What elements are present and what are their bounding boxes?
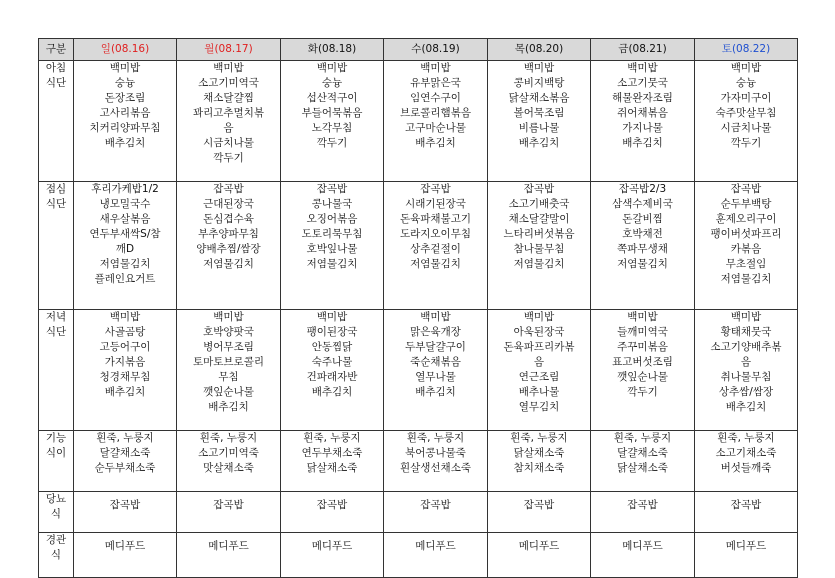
menu-item: 메디푸드 (415, 540, 456, 552)
menu-item: 냉모밀국수 (99, 198, 151, 210)
menu-item: 열무김치 (518, 401, 560, 413)
menu-item: 백미밥 (523, 62, 555, 74)
menu-item: 흰죽, 누룽지 (613, 432, 672, 444)
menu-item: 가자미구이 (720, 92, 772, 104)
menu-item: 호박채전 (622, 228, 663, 240)
menu-item: 플레인요거트 (94, 273, 156, 285)
menu-item: 배추김치 (725, 401, 767, 413)
menu-item: 카볶음 (730, 243, 762, 255)
diabetic-diet-day-5-cell (591, 492, 695, 533)
menu-item: 치커리양파무침 (89, 122, 161, 134)
menu-item: 백미밥 (109, 62, 141, 74)
dinner-day-2-cell (281, 310, 384, 431)
functional-diet-day-4-cell (488, 431, 591, 492)
diabetic-diet-day-0-cell (74, 492, 177, 533)
menu-item: 깍두기 (627, 386, 658, 398)
menu-item: 고등어구이 (99, 341, 151, 353)
menu-item: 유부맑은국 (410, 77, 461, 89)
menu-item: 잡곡밥 (213, 499, 244, 511)
menu-item: 흰죽, 누룽지 (510, 432, 568, 444)
menu-item: 브로콜리햄볶음 (399, 107, 471, 119)
menu-item: 잡곡밥 (730, 183, 762, 195)
header-day-fri: 금(08.21) (591, 39, 695, 61)
menu-item: 백미밥 (730, 62, 762, 74)
breakfast-day-4-cell (488, 61, 591, 182)
menu-item: 도라지오이무침 (399, 228, 471, 240)
menu-item: 잡곡밥2/3 (618, 183, 667, 195)
menu-item: 백미밥 (316, 62, 348, 74)
tube-feeding-row (39, 533, 798, 578)
diabetic-diet-row (39, 492, 798, 533)
menu-item: 흰죽, 누룽지 (717, 432, 775, 444)
menu-item: 잡곡밥 (109, 499, 141, 511)
menu-item: 콩나물국 (311, 198, 353, 210)
menu-item: 죽순채볶음 (410, 356, 461, 368)
menu-item: 음 (533, 356, 545, 368)
menu-item: 숭늉 (735, 77, 757, 89)
menu-item: 숭늉 (114, 77, 136, 89)
menu-item: 잡곡밥 (316, 499, 348, 511)
menu-item: 건파래자반 (306, 371, 358, 383)
menu-item: 주꾸미볶음 (617, 341, 668, 353)
menu-item: 백미밥 (730, 311, 762, 323)
header-row (39, 39, 798, 61)
menu-item: 버섯들깨죽 (720, 462, 772, 474)
menu-item: 배추김치 (104, 386, 146, 398)
functional-diet-day-0-cell (74, 431, 177, 492)
menu-item: 메디푸드 (311, 540, 353, 552)
menu-item: 돈심겹수육 (203, 213, 254, 225)
menu-item: 달걀채소죽 (617, 447, 668, 459)
menu-item: 팽이된장국 (306, 326, 358, 338)
tube-feeding-day-2-cell (281, 533, 384, 578)
tube-feeding-label (39, 533, 74, 578)
menu-item: 배추김치 (518, 137, 560, 149)
menu-item: 메디푸드 (518, 540, 560, 552)
header-day-sun: 일(08.16) (74, 39, 177, 61)
menu-item: 순두부채소죽 (94, 462, 156, 474)
menu-item: 잡곡밥 (523, 183, 555, 195)
menu-item: 비름나물 (518, 122, 560, 134)
menu-item: 들깨미역국 (617, 326, 668, 338)
menu-item: 음 (740, 356, 752, 368)
menu-item: 상추겉절이 (410, 243, 461, 255)
menu-item: 잡곡밥 (420, 499, 451, 511)
menu-item: 잡곡밥 (730, 499, 762, 511)
menu-item: 메디푸드 (104, 540, 146, 552)
menu-item: 백미밥 (213, 311, 244, 323)
menu-item: 배추김치 (311, 386, 353, 398)
menu-item: 흰살생선채소죽 (399, 462, 471, 474)
menu-item: 배추김치 (622, 137, 663, 149)
menu-item: 백미밥 (109, 311, 141, 323)
menu-item: 숙주맛살무침 (715, 107, 777, 119)
tube-feeding-day-3-cell (384, 533, 488, 578)
dinner-label (39, 310, 74, 431)
menu-item: 음 (223, 122, 234, 134)
menu-item: 무초절임 (725, 258, 767, 270)
diabetic-diet-day-2-cell (281, 492, 384, 533)
menu-item: 맑은육개장 (410, 326, 461, 338)
menu-item: 돈장조림 (104, 92, 146, 104)
menu-item: 참치채소죽 (513, 462, 565, 474)
menu-item: 백미밥 (420, 311, 451, 323)
menu-item: 저염물김치 (99, 258, 151, 270)
header-category: 구분 (39, 39, 74, 61)
menu-item: 깻잎순나물 (617, 371, 668, 383)
menu-item: 깻잎순나물 (203, 386, 254, 398)
functional-diet-day-5-cell (591, 431, 695, 492)
menu-item: 호박양팟국 (203, 326, 254, 338)
menu-item: 참나물무침 (513, 243, 565, 255)
row-label-line: 점심 (45, 183, 67, 195)
functional-diet-row (39, 431, 798, 492)
breakfast-label (39, 61, 74, 182)
diabetic-diet-day-1-cell (177, 492, 281, 533)
lunch-day-3-cell (384, 182, 488, 310)
menu-item: 닭살채소볶음 (508, 92, 570, 104)
lunch-day-1-cell (177, 182, 281, 310)
menu-item: 깍두기 (316, 137, 348, 149)
menu-item: 메디푸드 (725, 540, 767, 552)
menu-item: 후리가케밥1/2 (91, 183, 159, 195)
menu-item: 콩비지백탕 (513, 77, 565, 89)
menu-item: 배추김치 (415, 386, 456, 398)
menu-item: 아욱된장국 (513, 326, 565, 338)
menu-item: 연근조림 (518, 371, 560, 383)
menu-item: 호박잎나물 (306, 243, 358, 255)
menu-item: 순두부백탕 (720, 198, 772, 210)
diabetic-diet-day-3-cell (384, 492, 488, 533)
header-day-tue: 화(08.18) (281, 39, 384, 61)
menu-item: 상추쌈/쌈장 (718, 386, 774, 398)
menu-item: 소고기뭇국 (617, 77, 668, 89)
functional-diet-day-1-cell (177, 431, 281, 492)
lunch-day-0-cell (74, 182, 177, 310)
menu-item: 취나물무침 (720, 371, 772, 383)
menu-item: 닭살채소죽 (306, 462, 358, 474)
menu-item: 볼어묵조림 (513, 107, 565, 119)
menu-item: 시금치나물 (720, 122, 772, 134)
menu-item: 돈갈비찜 (622, 213, 663, 225)
menu-item: 배추김치 (104, 137, 146, 149)
lunch-day-5-cell (591, 182, 695, 310)
breakfast-day-1-cell (177, 61, 281, 182)
tube-feeding-day-4-cell (488, 533, 591, 578)
menu-item: 잡곡밥 (213, 183, 244, 195)
menu-item: 쥐어채볶음 (617, 107, 668, 119)
weekly-meal-table (38, 38, 798, 578)
tube-feeding-day-1-cell (177, 533, 281, 578)
menu-item: 팽이버섯파프리 (710, 228, 782, 240)
header-day-wed: 수(08.19) (384, 39, 488, 61)
menu-item: 흰죽, 누룽지 (199, 432, 258, 444)
menu-item: 소고기배춧국 (508, 198, 570, 210)
menu-item: 백미밥 (316, 311, 348, 323)
menu-item: 백미밥 (523, 311, 555, 323)
row-label-line: 기능 (45, 432, 67, 444)
menu-item: 표고버섯조림 (612, 356, 673, 368)
dinner-row (39, 310, 798, 431)
lunch-row (39, 182, 798, 310)
menu-item: 백미밥 (420, 62, 451, 74)
menu-item: 닭살채소죽 (617, 462, 668, 474)
menu-item: 숭늉 (321, 77, 343, 89)
menu-item: 저염물김치 (513, 258, 565, 270)
menu-item: 맛살채소죽 (203, 462, 254, 474)
header-day-thu: 목(08.20) (488, 39, 591, 61)
menu-item: 숙주나물 (311, 356, 353, 368)
header-day-sat: 토(08.22) (695, 39, 798, 61)
menu-item: 해물완자조림 (612, 92, 673, 104)
menu-item: 소고기미역국 (198, 77, 259, 89)
dinner-day-5-cell (591, 310, 695, 431)
menu-item: 느타리버섯볶음 (503, 228, 575, 240)
tube-feeding-day-5-cell (591, 533, 695, 578)
functional-diet-label (39, 431, 74, 492)
menu-item: 소고기미역죽 (198, 447, 259, 459)
menu-item: 잡곡밥 (316, 183, 348, 195)
menu-item: 오징어볶음 (306, 213, 358, 225)
breakfast-day-3-cell (384, 61, 488, 182)
dinner-day-1-cell (177, 310, 281, 431)
breakfast-day-6-cell (695, 61, 798, 182)
header-day-mon: 월(08.17) (177, 39, 281, 61)
row-label-line: 식 (50, 508, 62, 520)
menu-item: 고구마순나물 (405, 122, 466, 134)
menu-item: 배추김치 (208, 401, 249, 413)
lunch-day-6-cell (695, 182, 798, 310)
menu-item: 깨D (115, 243, 135, 255)
menu-item: 노각무침 (311, 122, 353, 134)
menu-item: 닭살채소죽 (513, 447, 565, 459)
functional-diet-day-6-cell (695, 431, 798, 492)
diabetic-diet-day-4-cell (488, 492, 591, 533)
functional-diet-day-2-cell (281, 431, 384, 492)
menu-item: 열무나물 (415, 371, 456, 383)
menu-item: 안동찜닭 (311, 341, 353, 353)
menu-item: 부들어묵볶음 (301, 107, 363, 119)
diabetic-diet-day-6-cell (695, 492, 798, 533)
menu-item: 새우살볶음 (99, 213, 151, 225)
menu-item: 돈육파채불고기 (399, 213, 471, 225)
menu-item: 돈육파프리카볶 (503, 341, 575, 353)
menu-item: 저염물김치 (410, 258, 461, 270)
row-label-line: 식 (50, 549, 62, 561)
menu-item: 사골곰탕 (104, 326, 146, 338)
menu-item: 꽈리고추멸치볶 (192, 107, 264, 119)
breakfast-day-2-cell (281, 61, 384, 182)
dinner-day-6-cell (695, 310, 798, 431)
menu-item: 청경채무침 (99, 371, 151, 383)
dinner-day-3-cell (384, 310, 488, 431)
tube-feeding-day-0-cell (74, 533, 177, 578)
menu-item: 배추나물 (518, 386, 560, 398)
breakfast-day-0-cell (74, 61, 177, 182)
menu-item: 깍두기 (213, 152, 244, 164)
row-label-line: 아침 (45, 62, 67, 74)
row-label-line: 경관 (45, 534, 67, 546)
menu-item: 달걀채소죽 (99, 447, 151, 459)
menu-item: 북어콩나물죽 (405, 447, 466, 459)
menu-item: 병어무조림 (203, 341, 254, 353)
row-label-line: 당뇨 (45, 493, 67, 505)
menu-item: 백미밥 (627, 311, 658, 323)
functional-diet-day-3-cell (384, 431, 488, 492)
row-label-line: 식단 (45, 326, 67, 338)
menu-item: 고사리볶음 (99, 107, 151, 119)
dinner-day-4-cell (488, 310, 591, 431)
menu-item: 양배추찜/쌈장 (196, 243, 261, 255)
menu-item: 시금치나물 (203, 137, 254, 149)
row-label-line: 식이 (45, 447, 67, 459)
menu-item: 황태채뭇국 (720, 326, 772, 338)
menu-item: 저염물김치 (203, 258, 254, 270)
breakfast-day-5-cell (591, 61, 695, 182)
menu-item: 연두부새싹S/참 (89, 228, 161, 240)
menu-item: 두부달걀구이 (405, 341, 466, 353)
menu-item: 부추양파무침 (198, 228, 259, 240)
menu-item: 임연수구이 (410, 92, 461, 104)
menu-item: 잡곡밥 (627, 499, 658, 511)
menu-item: 도토리묵무침 (301, 228, 363, 240)
menu-item: 채소달걀말이 (508, 213, 570, 225)
menu-item: 배추김치 (415, 137, 456, 149)
menu-item: 메디푸드 (208, 540, 249, 552)
lunch-day-2-cell (281, 182, 384, 310)
row-label-line: 식단 (45, 198, 67, 210)
menu-item: 연두부채소죽 (301, 447, 363, 459)
menu-item: 저염물김치 (720, 273, 772, 285)
menu-item: 쪽파무생채 (617, 243, 668, 255)
menu-item: 소고기채소죽 (715, 447, 777, 459)
menu-item: 잡곡밥 (523, 499, 555, 511)
menu-item: 시래기된장국 (405, 198, 466, 210)
lunch-day-4-cell (488, 182, 591, 310)
diabetic-diet-label (39, 492, 74, 533)
menu-item: 무침 (218, 371, 239, 383)
menu-item: 깍두기 (730, 137, 762, 149)
tube-feeding-day-6-cell (695, 533, 798, 578)
menu-item: 백미밥 (213, 62, 244, 74)
menu-item: 가지나물 (622, 122, 663, 134)
menu-item: 저염물김치 (617, 258, 668, 270)
menu-item: 저염물김치 (306, 258, 358, 270)
lunch-label (39, 182, 74, 310)
row-label-line: 저녁 (45, 311, 67, 323)
breakfast-row (39, 61, 798, 182)
menu-item: 채소달걀찜 (203, 92, 254, 104)
dinner-day-0-cell (74, 310, 177, 431)
menu-item: 흰죽, 누룽지 (406, 432, 465, 444)
menu-item: 삼색수제비국 (612, 198, 673, 210)
menu-item: 잡곡밥 (420, 183, 451, 195)
menu-item: 훈제오리구이 (715, 213, 777, 225)
menu-item: 섭산적구이 (306, 92, 358, 104)
menu-item: 근대된장국 (203, 198, 254, 210)
row-label-line: 식단 (45, 77, 67, 89)
menu-item: 백미밥 (627, 62, 658, 74)
menu-item: 흰죽, 누룽지 (96, 432, 154, 444)
menu-item: 메디푸드 (622, 540, 663, 552)
menu-item: 가지볶음 (104, 356, 146, 368)
menu-item: 소고기양배추볶 (710, 341, 782, 353)
menu-item: 흰죽, 누룽지 (303, 432, 361, 444)
menu-item: 토마토브로콜리 (192, 356, 264, 368)
